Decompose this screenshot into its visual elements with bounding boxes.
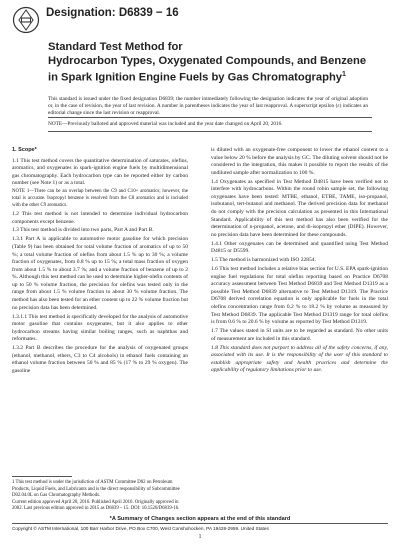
left-column [12,147,188,377]
astm-logo-icon [12,4,40,36]
paragraph-1-5: 1.5 The method is harmonized with ISO 22854. [211,257,316,264]
summary-of-changes-note: *A Summary of Changes section appears at the end of this standard [109,516,291,522]
right-column [211,147,388,376]
footnotes [12,480,190,513]
header-rule-bottom [48,131,372,132]
note-1: NOTE 1—There can be an overlap between the C9 and C10+ aromatics; however, the total is accurate. Isopropyl benzene is resolved from the C8 aromatics and is included with the other C9 aromatics. [12,189,188,208]
footnote-rule [12,476,72,477]
title-line-3-text: in Spark Ignition Engine Fuels by Gas Chromatography [48,71,343,84]
paragraph-1-8-text: 1.8 This standard does not purport to address all of the safety concerns, if any, associated with its use. It is the responsibility of the user of this standard to establish appropriate safety and health practices and determine the applicability of regulatory limitations prior to use. [211,344,388,374]
issue-note: This standard is issued under the fixed designation D6839; the number immediately following the designation indicates the year of original adoption or, in the case of revision, the year of last revision. A number in parentheses indicates the year of last reapproval. A superscript epsilon (ε) indicates an editorial change since the last revision or reapproval. [48,96,368,116]
footnote-1: 1 This test method is under the jurisdiction of ASTM Committee D02 on Petroleum Products, Liquid Fuels, and Lubricants and is the direct responsibility of Subcommittee D02.04.0L on Gas Chromatography Methods. [12,480,180,499]
editorial-note: NOTE—Previously balloted and approved material was included and the year date changed on April 20, 2016. [48,121,283,127]
title-line-3 [48,68,373,85]
paragraph-1-8 [211,345,388,375]
paragraph-1-7: 1.7 The values stated in SI units are to be regarded as standard. No other units of measurement are included in this standard. [211,328,388,342]
title-line-2: Hydrocarbon Types, Oxygenated Compounds, and Benzene [48,54,367,67]
designation-header: Designation: D6839 − 16 [46,7,179,19]
paragraph-1-6: 1.6 This test method includes a relative bias section for U.S. EPA spark-ignition engine fuel regulations for total olefins reporting based on Practice D6708 accuracy assessment between Test Method D6839 and Test Method D1319 as a possible Test Method D6839 alternative to Test Method D1319. The Practice D6708 derived correlation equation is only applicable for fuels in the total olefins concentration range from 0.2 % to 18.2 % by volume as measured by Test Method D6839. The applicable Test Method D1319 range for total olefins is from 0.6 % to 20.6 % by volume as reported by Test Method D1319. [211,266,388,326]
paragraph-1-1: 1.1 This test method covers the quantitative determination of saturates, olefins, aromatics, and oxygenates in spark-ignition engine fuels by multidimensional gas chromatography. Each hydrocarbon type can be reported either by carbon number (see Note 1) or as a total. [12,157,188,187]
paragraph-1-4-1: 1.4.1 Other oxygenates can be determined and quantified using Test Method D4815 or D5599. [211,240,388,255]
scope-heading: 1. Scope* [12,147,37,153]
paragraph-continued: is diluted with an oxygenate-free component to lower the ethanol content to a value below 20 % before the analysis by GC. The diluting solvent should not be considered in the integration, this makes it possible to report the results of the undiluted sample after normalization to 100 %. [211,147,388,176]
bottom-rule [12,523,388,524]
page-number: 1 [198,534,202,540]
footnote-2: Current edition approved April 20, 2016. Published April 2016. Originally approved in 2002. Last previous edition approved in 2015 as D6839 – 15. DOI: 10.1520/D6839-16. [12,499,180,512]
paragraph-1-3: 1.3 This test method is divided into two parts, Part A and Part B. [12,227,154,234]
paragraph-1-2: 1.2 This test method is not intended to determine individual hydrocarbon components except benzene. [12,210,188,225]
paragraph-1-3-1-1: 1.3.1.1 This test method is specifically developed for the analysis of automotive motor gasoline that contains oxygenates, but it also applies to other hydrocarbon streams having similar boiling ranges, such as naphthas and reformates. [12,313,188,343]
copyright-line: Copyright © ASTM International, 100 Barr Harbor Drive, PO Box C700, West Conshohocken, PA 19428-2959. United States [12,526,269,531]
paragraph-1-3-1: 1.3.1 Part A is applicable to automotive motor gasoline for which precision (Table 9) has been obtained for total volume fraction of aromatics of up to 50 %; a total volume fraction of olefins from about 1.5 % up to 30 %; a volume fraction of oxygenates, from 0.8 % up to 15 %; a total mass fraction of oxygen from about 1.5 % to about 3.7 %; and a volume fraction of benzene of up to 2 %. Although this test method can be used to determine higher-olefin contents of up to 50 % volume fraction, the precision for olefins was tested only in the range from about 1.5 % volume fraction to about 30 % volume fraction. The method has also been tested for an ether content up to 22 % volume fraction but no precision data has been determined. [12,236,188,311]
title-footnote-mark: 1 [342,71,346,78]
header-rule-top [48,117,372,118]
paragraph-1-3-2: 1.3.2 Part B describes the procedure for the analysis of oxygenated groups (ethanol, methanol, ethers, C3 to C4 alcohols) in ethanol fuels containing an ethanol volume fraction between 50 % and 85 % (17 % to 29 % oxygen). The gasoline [12,345,188,375]
document-title [48,41,373,85]
paragraph-1-4: 1.4 Oxygenates as specified in Test Method D4815 have been verified not to interfere with hydrocarbons. Within the round robin sample set, the following oxygenates have been tested: MTBE, ethanol, ETBE, TAME, iso-propanol, isobutanol, tert-butanol and methanol. The derived precision data for methanol do not comply with the precision calculation as presented in this International Standard. Applicability of this test method has also been verified for the determination of n-propanol, acetone, and di-isopropyl ether (DIPE). However, no precision data have been determined for these compounds. [211,178,388,238]
title-line-1: Standard Test Method for [48,41,183,53]
